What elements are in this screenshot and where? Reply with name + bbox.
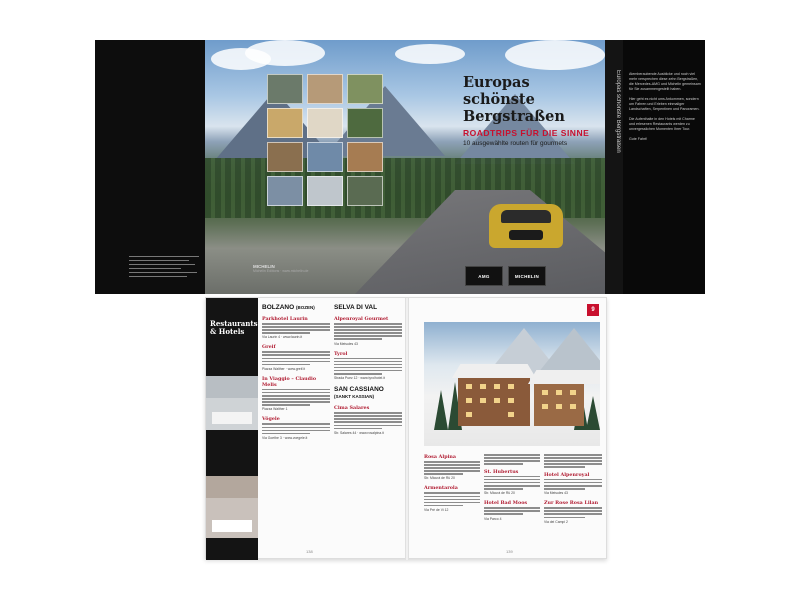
- flap-paragraph: Die Aufenthalte in den Hotels mit Charme und erlesenen Restaurants werden zu unvergesslichen Momenten Ihrer Tour.: [629, 117, 695, 131]
- car-image: [489, 204, 563, 248]
- entry-address: Via Parco 4: [484, 516, 502, 521]
- publisher-block: [253, 264, 353, 274]
- city-heading: BOLZANO (BOZEN): [262, 304, 315, 311]
- entry-name: Hotel Alpenroyal: [544, 471, 590, 478]
- michelin-logo: MICHELIN: [508, 266, 546, 286]
- entry-address: Via dei Campi 2: [544, 519, 568, 524]
- amg-logo: AMG: [465, 266, 503, 286]
- sidebar-title: Restaurants & Hotels: [210, 319, 258, 336]
- interior-spread: [205, 297, 607, 559]
- flap-paragraph: Atemberaubende Ausblicke und noch viel mehr versprechen diese zehn Bergstraßen, die Mercedes-AMG und Michelin gemeinsam für Sie zusammengestellt haben.: [629, 72, 701, 91]
- entry-address: Str. Micurà de Rü 20: [484, 491, 515, 496]
- entry-address: Via Meisules 43: [544, 491, 568, 496]
- folio-right: 139: [506, 549, 513, 554]
- list-item: [424, 454, 480, 480]
- cover-photo: [205, 40, 605, 294]
- column-selva: [334, 304, 402, 440]
- cover-logos: [465, 266, 546, 286]
- hotel-photo: [424, 322, 600, 446]
- page-gutter: [405, 298, 409, 560]
- list-item: [544, 454, 602, 495]
- list-item: [334, 316, 402, 346]
- column-bolzano: [262, 304, 330, 445]
- column-right-1: [424, 454, 480, 517]
- room-photo: [206, 476, 258, 538]
- cover-title-line1: Europas schönste: [463, 74, 535, 108]
- entry-name: Greif: [262, 344, 276, 351]
- entry-name: Alpenroyal Gourmet: [334, 316, 389, 322]
- publisher-label: MICHELIN: [253, 264, 275, 269]
- publisher-info: Michelin Editions · www.michelin.de: [253, 269, 309, 273]
- cover-tagline: 10 ausgewählte routen für gourmets: [463, 140, 568, 147]
- entry-address: Via Laurin 4 · www.laurin.it: [262, 335, 303, 340]
- list-item: [544, 500, 602, 523]
- sidebar-dark: [206, 298, 258, 560]
- flap-paragraph: Gute Fahrt!: [629, 137, 648, 141]
- page-badge: 9: [587, 304, 599, 316]
- cover-title-line2: Bergstraßen: [463, 108, 565, 125]
- folio-left: 138: [306, 549, 313, 554]
- cover-subtitle: ROADTRIPS FÜR DIE SINNE: [463, 128, 590, 138]
- entry-name: Tyrol: [334, 350, 348, 357]
- entry-name: Cima Salares: [334, 405, 370, 412]
- column-right-2: [484, 454, 540, 526]
- entry-name: In Viaggio – Claudio Melis: [262, 375, 317, 388]
- entry-address: Str. Salares 44 · www.rosalpina.it: [334, 430, 384, 435]
- entry-address: Str. Micurà de Rü 20: [424, 476, 455, 481]
- flap-paragraph: Hier geht es nicht ums Ankommen, sondern um Fahren und Erleben einmaliger Landschaften, Serpentinen und Panoramen.: [629, 97, 700, 111]
- entry-name: Rosa Alpina: [424, 454, 456, 460]
- cover-flap: [623, 40, 705, 294]
- room-photo: [206, 376, 258, 430]
- list-item: [262, 344, 330, 370]
- list-item: [424, 485, 480, 511]
- list-item: [262, 376, 330, 412]
- photo-thumbnails: [267, 74, 387, 204]
- entry-address: Via Goethe 3 · www.voegele.it: [262, 435, 308, 440]
- cover-title-block: [463, 74, 603, 147]
- entry-name: Vögele: [262, 416, 280, 423]
- entry-name: Armentarola: [424, 485, 458, 492]
- list-item: [262, 316, 330, 339]
- list-item: [484, 500, 540, 520]
- entry-name: St. Hubertus: [484, 468, 519, 475]
- entry-address: Piazza Walther 1: [262, 407, 288, 412]
- entry-address: Via Meisules 43: [334, 341, 358, 346]
- entry-name: Hotel Bad Moos: [484, 500, 528, 507]
- list-item: [262, 416, 330, 439]
- entry-name: Zur Rose Rosa Lilan: [544, 500, 599, 507]
- entry-address: Piazza Walther · www.greif.it: [262, 366, 306, 371]
- spine-title: Europas schönste Bergstraßen: [615, 70, 621, 153]
- entry-name: Parkhotel Laurin: [262, 316, 308, 322]
- list-item: [484, 454, 540, 495]
- list-item: [334, 405, 402, 435]
- list-item: [334, 351, 402, 381]
- barcode-stripes: [129, 256, 199, 280]
- column-right-3: [544, 454, 602, 529]
- book-jacket: [95, 40, 705, 294]
- entry-address: Strada Puez 12 · www.tyrolhotel.it: [334, 376, 385, 381]
- city-heading: SELVA DI VAL: [334, 304, 378, 311]
- city-heading: SAN CASSIANO (SANKT KASSIAN): [334, 386, 384, 400]
- back-cover: [95, 40, 205, 294]
- entry-address: Via Prè de Vi 12: [424, 507, 449, 512]
